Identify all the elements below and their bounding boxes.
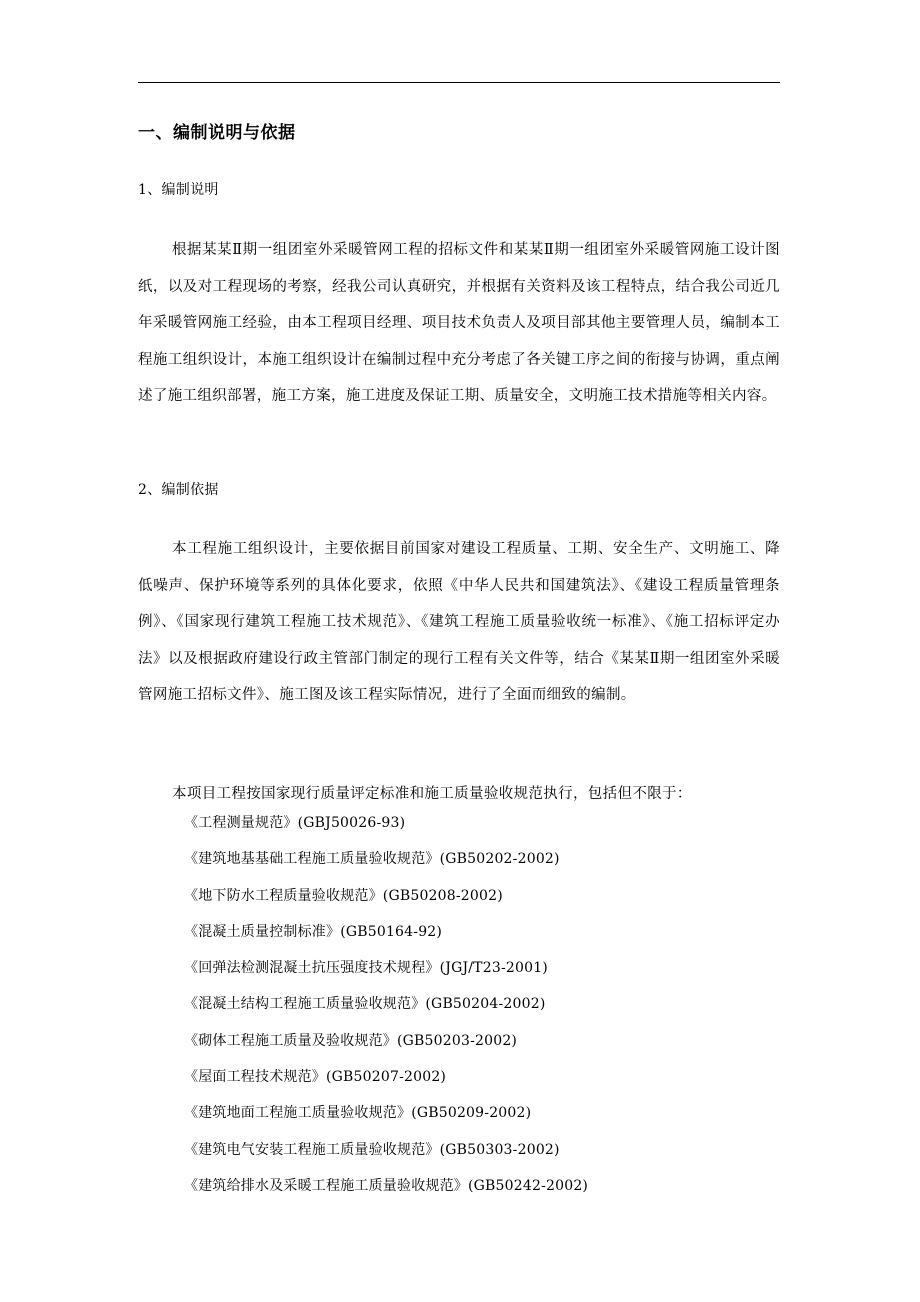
standard-item: 《建筑给排水及采暖工程施工质量验收规范》(GB50242-2002) [184, 1177, 589, 1194]
standard-item: 《地下防水工程质量验收规范》(GB50208-2002) [184, 887, 503, 904]
subsection-1-title: 1、编制说明 [138, 182, 219, 198]
header-rule [138, 82, 780, 83]
standard-item: 《混凝土质量控制标准》(GB50164-92) [184, 923, 443, 940]
section-title: 一、编制说明与依据 [138, 123, 296, 143]
standards-intro: 本项目工程按国家现行质量评定标准和施工质量验收规范执行，包括但不限于： [172, 786, 692, 802]
standard-item: 《混凝土结构工程施工质量验收规范》(GB50204-2002) [184, 996, 546, 1013]
standard-item: 《建筑地基基础工程施工质量验收规范》(GB50202-2002) [184, 851, 560, 868]
standard-item: 《屋面工程技术规范》(GB50207-2002) [184, 1069, 447, 1086]
standard-item: 《砌体工程施工质量及验收规范》(GB50203-2002) [184, 1032, 518, 1049]
subsection-1-body: 根据某某Ⅱ期一组团室外采暖管网工程的招标文件和某某Ⅱ期一组团室外采暖管网施工设计图纸，以及对工程现场的考察，经我公司认真研究，并根据有关资料及该工程特点，结合我公司近几年采暖管网施工经验，由本工程项目经理、项目技术负责人及项目部其他主要管理人员，编制本工程施工组织设计，本施工组织设计在编制过程中充分考虑了各关键工序之间的衔接与协调，重点阐述了施工组织部署，施工方案，施工进度及保证工期、质量安全，文明施工技术措施等相关内容。 [138, 242, 780, 404]
standard-item: 《建筑地面工程施工质量验收规范》(GB50209-2002) [184, 1105, 532, 1122]
standard-item: 《回弹法检测混凝土抗压强度技术规程》(JGJ/T23-2001) [184, 960, 548, 977]
standards-list [184, 813, 588, 1212]
standard-item: 《工程测量规范》(GBJ50026-93) [184, 815, 406, 831]
subsection-2-body: 本工程施工组织设计，主要依据目前国家对建设工程质量、工期、安全生产、文明施工、降低噪声、保护环境等系列的具体化要求，依照《中华人民共和国建筑法》、《建设工程质量管理条例》、《国家现行建筑工程施工技术规范》、《建筑工程施工质量验收统一标准》、《施工招标评定办法》以及根据政府建设行政主管部门制定的现行工程有关文件等，结合《某某Ⅱ期一组团室外采暖管网施工招标文件》、施工图及该工程实际情况，进行了全面而细致的编制。 [138, 541, 780, 703]
standard-item: 《建筑电气安装工程施工质量验收规范》(GB50303-2002) [184, 1141, 560, 1158]
subsection-2-title: 2、编制依据 [138, 482, 219, 498]
